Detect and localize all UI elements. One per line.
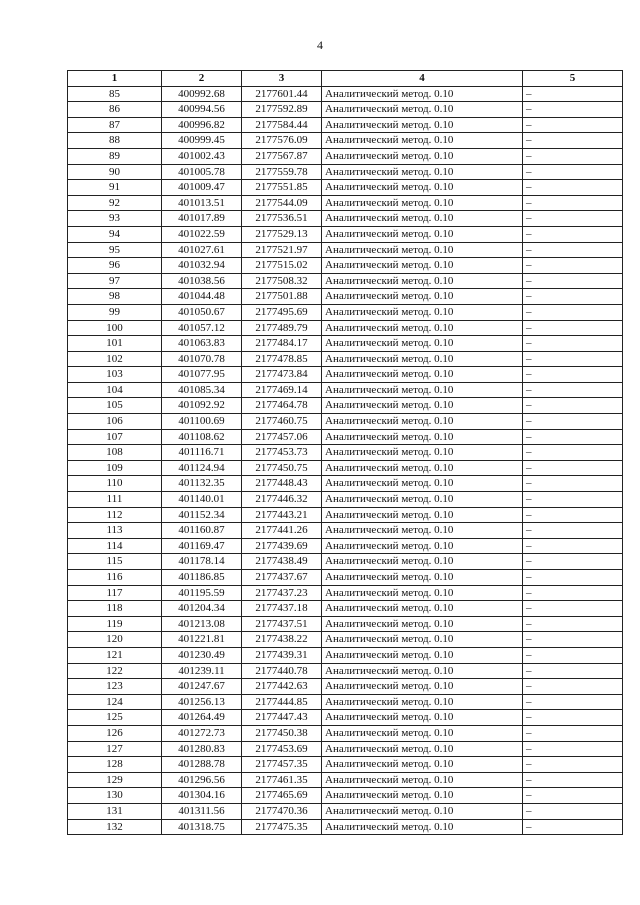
note-cell: – xyxy=(523,632,623,648)
note-cell: – xyxy=(523,679,623,695)
note-cell: – xyxy=(523,242,623,258)
point-number-cell: 102 xyxy=(68,351,162,367)
table-row xyxy=(68,367,623,383)
x-coordinate-cell: 401057.12 xyxy=(162,320,242,336)
table-row xyxy=(68,819,623,835)
method-cell: Аналитический метод. 0.10 xyxy=(322,117,523,133)
coordinates-table xyxy=(67,70,623,835)
method-cell: Аналитический метод. 0.10 xyxy=(322,663,523,679)
note-cell: – xyxy=(523,803,623,819)
y-coordinate-cell: 2177475.35 xyxy=(242,819,322,835)
point-number-cell: 122 xyxy=(68,663,162,679)
table-row xyxy=(68,538,623,554)
method-cell: Аналитический метод. 0.10 xyxy=(322,102,523,118)
method-cell: Аналитический метод. 0.10 xyxy=(322,803,523,819)
method-cell: Аналитический метод. 0.10 xyxy=(322,647,523,663)
x-coordinate-cell: 401050.67 xyxy=(162,304,242,320)
note-cell: – xyxy=(523,382,623,398)
table-row xyxy=(68,133,623,149)
y-coordinate-cell: 2177508.32 xyxy=(242,273,322,289)
point-number-cell: 128 xyxy=(68,757,162,773)
point-number-cell: 87 xyxy=(68,117,162,133)
x-coordinate-cell: 401085.34 xyxy=(162,382,242,398)
method-cell: Аналитический метод. 0.10 xyxy=(322,710,523,726)
point-number-cell: 117 xyxy=(68,585,162,601)
method-cell: Аналитический метод. 0.10 xyxy=(322,148,523,164)
note-cell: – xyxy=(523,164,623,180)
x-coordinate-cell: 401204.34 xyxy=(162,601,242,617)
point-number-cell: 104 xyxy=(68,382,162,398)
x-coordinate-cell: 401009.47 xyxy=(162,180,242,196)
table-row xyxy=(68,445,623,461)
point-number-cell: 86 xyxy=(68,102,162,118)
y-coordinate-cell: 2177448.43 xyxy=(242,476,322,492)
x-coordinate-cell: 401132.35 xyxy=(162,476,242,492)
point-number-cell: 94 xyxy=(68,226,162,242)
method-cell: Аналитический метод. 0.10 xyxy=(322,180,523,196)
y-coordinate-cell: 2177567.87 xyxy=(242,148,322,164)
x-coordinate-cell: 401304.16 xyxy=(162,788,242,804)
y-coordinate-cell: 2177460.75 xyxy=(242,414,322,430)
note-cell: – xyxy=(523,492,623,508)
note-cell: – xyxy=(523,757,623,773)
point-number-cell: 114 xyxy=(68,538,162,554)
x-coordinate-cell: 401017.89 xyxy=(162,211,242,227)
x-coordinate-cell: 401108.62 xyxy=(162,429,242,445)
x-coordinate-cell: 401092.92 xyxy=(162,398,242,414)
point-number-cell: 132 xyxy=(68,819,162,835)
x-coordinate-cell: 401178.14 xyxy=(162,554,242,570)
method-cell: Аналитический метод. 0.10 xyxy=(322,492,523,508)
note-cell: – xyxy=(523,663,623,679)
x-coordinate-cell: 401311.56 xyxy=(162,803,242,819)
y-coordinate-cell: 2177453.69 xyxy=(242,741,322,757)
point-number-cell: 106 xyxy=(68,414,162,430)
x-coordinate-cell: 401213.08 xyxy=(162,616,242,632)
x-coordinate-cell: 401044.48 xyxy=(162,289,242,305)
table-row xyxy=(68,741,623,757)
method-cell: Аналитический метод. 0.10 xyxy=(322,819,523,835)
note-cell: – xyxy=(523,133,623,149)
table-row xyxy=(68,398,623,414)
table-row xyxy=(68,242,623,258)
point-number-cell: 130 xyxy=(68,788,162,804)
table-row xyxy=(68,164,623,180)
table-row xyxy=(68,86,623,102)
y-coordinate-cell: 2177484.17 xyxy=(242,336,322,352)
point-number-cell: 110 xyxy=(68,476,162,492)
method-cell: Аналитический метод. 0.10 xyxy=(322,289,523,305)
point-number-cell: 118 xyxy=(68,601,162,617)
method-cell: Аналитический метод. 0.10 xyxy=(322,414,523,430)
y-coordinate-cell: 2177446.32 xyxy=(242,492,322,508)
y-coordinate-cell: 2177521.97 xyxy=(242,242,322,258)
table-row xyxy=(68,757,623,773)
y-coordinate-cell: 2177469.14 xyxy=(242,382,322,398)
x-coordinate-cell: 400992.68 xyxy=(162,86,242,102)
method-cell: Аналитический метод. 0.10 xyxy=(322,460,523,476)
method-cell: Аналитический метод. 0.10 xyxy=(322,211,523,227)
method-cell: Аналитический метод. 0.10 xyxy=(322,86,523,102)
note-cell: – xyxy=(523,460,623,476)
method-cell: Аналитический метод. 0.10 xyxy=(322,741,523,757)
x-coordinate-cell: 401239.11 xyxy=(162,663,242,679)
note-cell: – xyxy=(523,725,623,741)
y-coordinate-cell: 2177515.02 xyxy=(242,258,322,274)
point-number-cell: 113 xyxy=(68,523,162,539)
x-coordinate-cell: 401296.56 xyxy=(162,772,242,788)
note-cell: – xyxy=(523,117,623,133)
x-coordinate-cell: 401070.78 xyxy=(162,351,242,367)
point-number-cell: 90 xyxy=(68,164,162,180)
method-cell: Аналитический метод. 0.10 xyxy=(322,632,523,648)
note-cell: – xyxy=(523,336,623,352)
y-coordinate-cell: 2177437.23 xyxy=(242,585,322,601)
x-coordinate-cell: 401247.67 xyxy=(162,679,242,695)
column-header: 2 xyxy=(162,71,242,87)
y-coordinate-cell: 2177438.22 xyxy=(242,632,322,648)
point-number-cell: 111 xyxy=(68,492,162,508)
table-row xyxy=(68,258,623,274)
point-number-cell: 85 xyxy=(68,86,162,102)
x-coordinate-cell: 401077.95 xyxy=(162,367,242,383)
method-cell: Аналитический метод. 0.10 xyxy=(322,523,523,539)
note-cell: – xyxy=(523,86,623,102)
method-cell: Аналитический метод. 0.10 xyxy=(322,601,523,617)
point-number-cell: 125 xyxy=(68,710,162,726)
x-coordinate-cell: 401152.34 xyxy=(162,507,242,523)
x-coordinate-cell: 401169.47 xyxy=(162,538,242,554)
note-cell: – xyxy=(523,148,623,164)
table-row xyxy=(68,273,623,289)
x-coordinate-cell: 401038.56 xyxy=(162,273,242,289)
method-cell: Аналитический метод. 0.10 xyxy=(322,476,523,492)
table-row xyxy=(68,289,623,305)
table-row xyxy=(68,476,623,492)
note-cell: – xyxy=(523,570,623,586)
column-header: 5 xyxy=(523,71,623,87)
method-cell: Аналитический метод. 0.10 xyxy=(322,195,523,211)
table-row xyxy=(68,679,623,695)
y-coordinate-cell: 2177551.85 xyxy=(242,180,322,196)
method-cell: Аналитический метод. 0.10 xyxy=(322,367,523,383)
page-number: 4 xyxy=(317,38,323,52)
y-coordinate-cell: 2177437.67 xyxy=(242,570,322,586)
y-coordinate-cell: 2177444.85 xyxy=(242,694,322,710)
table-row xyxy=(68,803,623,819)
point-number-cell: 105 xyxy=(68,398,162,414)
point-number-cell: 89 xyxy=(68,148,162,164)
x-coordinate-cell: 401013.51 xyxy=(162,195,242,211)
method-cell: Аналитический метод. 0.10 xyxy=(322,445,523,461)
point-number-cell: 88 xyxy=(68,133,162,149)
x-coordinate-cell: 401027.61 xyxy=(162,242,242,258)
point-number-cell: 126 xyxy=(68,725,162,741)
table-row xyxy=(68,320,623,336)
table-row xyxy=(68,585,623,601)
note-cell: – xyxy=(523,616,623,632)
note-cell: – xyxy=(523,788,623,804)
table-row xyxy=(68,694,623,710)
method-cell: Аналитический метод. 0.10 xyxy=(322,772,523,788)
x-coordinate-cell: 401272.73 xyxy=(162,725,242,741)
point-number-cell: 95 xyxy=(68,242,162,258)
y-coordinate-cell: 2177584.44 xyxy=(242,117,322,133)
table-row xyxy=(68,710,623,726)
y-coordinate-cell: 2177478.85 xyxy=(242,351,322,367)
x-coordinate-cell: 401318.75 xyxy=(162,819,242,835)
table-row xyxy=(68,382,623,398)
x-coordinate-cell: 401005.78 xyxy=(162,164,242,180)
x-coordinate-cell: 401288.78 xyxy=(162,757,242,773)
y-coordinate-cell: 2177450.75 xyxy=(242,460,322,476)
point-number-cell: 99 xyxy=(68,304,162,320)
x-coordinate-cell: 401256.13 xyxy=(162,694,242,710)
note-cell: – xyxy=(523,694,623,710)
method-cell: Аналитический метод. 0.10 xyxy=(322,616,523,632)
table-row xyxy=(68,195,623,211)
table-row xyxy=(68,647,623,663)
y-coordinate-cell: 2177501.88 xyxy=(242,289,322,305)
y-coordinate-cell: 2177439.69 xyxy=(242,538,322,554)
method-cell: Аналитический метод. 0.10 xyxy=(322,320,523,336)
method-cell: Аналитический метод. 0.10 xyxy=(322,398,523,414)
method-cell: Аналитический метод. 0.10 xyxy=(322,273,523,289)
table-row xyxy=(68,632,623,648)
y-coordinate-cell: 2177438.49 xyxy=(242,554,322,570)
method-cell: Аналитический метод. 0.10 xyxy=(322,679,523,695)
table-row xyxy=(68,788,623,804)
note-cell: – xyxy=(523,102,623,118)
table-row xyxy=(68,570,623,586)
x-coordinate-cell: 401124.94 xyxy=(162,460,242,476)
point-number-cell: 116 xyxy=(68,570,162,586)
x-coordinate-cell: 401002.43 xyxy=(162,148,242,164)
table-row xyxy=(68,772,623,788)
y-coordinate-cell: 2177470.36 xyxy=(242,803,322,819)
table-row xyxy=(68,211,623,227)
method-cell: Аналитический метод. 0.10 xyxy=(322,336,523,352)
point-number-cell: 108 xyxy=(68,445,162,461)
point-number-cell: 91 xyxy=(68,180,162,196)
table-row xyxy=(68,507,623,523)
note-cell: – xyxy=(523,772,623,788)
note-cell: – xyxy=(523,741,623,757)
y-coordinate-cell: 2177495.69 xyxy=(242,304,322,320)
point-number-cell: 93 xyxy=(68,211,162,227)
note-cell: – xyxy=(523,647,623,663)
x-coordinate-cell: 401230.49 xyxy=(162,647,242,663)
table-row xyxy=(68,148,623,164)
note-cell: – xyxy=(523,476,623,492)
column-header: 4 xyxy=(322,71,523,87)
x-coordinate-cell: 401186.85 xyxy=(162,570,242,586)
x-coordinate-cell: 401280.83 xyxy=(162,741,242,757)
point-number-cell: 100 xyxy=(68,320,162,336)
point-number-cell: 109 xyxy=(68,460,162,476)
table-row xyxy=(68,336,623,352)
y-coordinate-cell: 2177437.51 xyxy=(242,616,322,632)
y-coordinate-cell: 2177457.06 xyxy=(242,429,322,445)
table-row xyxy=(68,492,623,508)
table-row xyxy=(68,226,623,242)
method-cell: Аналитический метод. 0.10 xyxy=(322,585,523,601)
y-coordinate-cell: 2177453.73 xyxy=(242,445,322,461)
y-coordinate-cell: 2177601.44 xyxy=(242,86,322,102)
y-coordinate-cell: 2177439.31 xyxy=(242,647,322,663)
note-cell: – xyxy=(523,445,623,461)
table-row xyxy=(68,429,623,445)
y-coordinate-cell: 2177461.35 xyxy=(242,772,322,788)
y-coordinate-cell: 2177447.43 xyxy=(242,710,322,726)
table-row xyxy=(68,601,623,617)
x-coordinate-cell: 401063.83 xyxy=(162,336,242,352)
column-header: 3 xyxy=(242,71,322,87)
method-cell: Аналитический метод. 0.10 xyxy=(322,382,523,398)
note-cell: – xyxy=(523,367,623,383)
note-cell: – xyxy=(523,523,623,539)
y-coordinate-cell: 2177465.69 xyxy=(242,788,322,804)
method-cell: Аналитический метод. 0.10 xyxy=(322,164,523,180)
note-cell: – xyxy=(523,226,623,242)
y-coordinate-cell: 2177442.63 xyxy=(242,679,322,695)
method-cell: Аналитический метод. 0.10 xyxy=(322,351,523,367)
method-cell: Аналитический метод. 0.10 xyxy=(322,429,523,445)
y-coordinate-cell: 2177473.84 xyxy=(242,367,322,383)
y-coordinate-cell: 2177437.18 xyxy=(242,601,322,617)
method-cell: Аналитический метод. 0.10 xyxy=(322,242,523,258)
y-coordinate-cell: 2177576.09 xyxy=(242,133,322,149)
method-cell: Аналитический метод. 0.10 xyxy=(322,570,523,586)
table-row xyxy=(68,304,623,320)
note-cell: – xyxy=(523,304,623,320)
table-row xyxy=(68,102,623,118)
point-number-cell: 115 xyxy=(68,554,162,570)
x-coordinate-cell: 401100.69 xyxy=(162,414,242,430)
note-cell: – xyxy=(523,601,623,617)
table-row xyxy=(68,554,623,570)
note-cell: – xyxy=(523,258,623,274)
table-row xyxy=(68,460,623,476)
note-cell: – xyxy=(523,585,623,601)
x-coordinate-cell: 400999.45 xyxy=(162,133,242,149)
point-number-cell: 129 xyxy=(68,772,162,788)
method-cell: Аналитический метод. 0.10 xyxy=(322,507,523,523)
point-number-cell: 112 xyxy=(68,507,162,523)
x-coordinate-cell: 401160.87 xyxy=(162,523,242,539)
y-coordinate-cell: 2177536.51 xyxy=(242,211,322,227)
method-cell: Аналитический метод. 0.10 xyxy=(322,757,523,773)
note-cell: – xyxy=(523,414,623,430)
note-cell: – xyxy=(523,538,623,554)
y-coordinate-cell: 2177441.26 xyxy=(242,523,322,539)
table-row xyxy=(68,117,623,133)
x-coordinate-cell: 401195.59 xyxy=(162,585,242,601)
note-cell: – xyxy=(523,710,623,726)
note-cell: – xyxy=(523,211,623,227)
point-number-cell: 96 xyxy=(68,258,162,274)
y-coordinate-cell: 2177443.21 xyxy=(242,507,322,523)
table-row xyxy=(68,523,623,539)
note-cell: – xyxy=(523,554,623,570)
method-cell: Аналитический метод. 0.10 xyxy=(322,694,523,710)
point-number-cell: 119 xyxy=(68,616,162,632)
method-cell: Аналитический метод. 0.10 xyxy=(322,304,523,320)
y-coordinate-cell: 2177529.13 xyxy=(242,226,322,242)
y-coordinate-cell: 2177464.78 xyxy=(242,398,322,414)
note-cell: – xyxy=(523,351,623,367)
y-coordinate-cell: 2177489.79 xyxy=(242,320,322,336)
table-row xyxy=(68,414,623,430)
method-cell: Аналитический метод. 0.10 xyxy=(322,725,523,741)
y-coordinate-cell: 2177544.09 xyxy=(242,195,322,211)
note-cell: – xyxy=(523,398,623,414)
note-cell: – xyxy=(523,819,623,835)
method-cell: Аналитический метод. 0.10 xyxy=(322,258,523,274)
table-row xyxy=(68,616,623,632)
point-number-cell: 92 xyxy=(68,195,162,211)
table-header-row xyxy=(68,71,623,87)
y-coordinate-cell: 2177592.89 xyxy=(242,102,322,118)
x-coordinate-cell: 401221.81 xyxy=(162,632,242,648)
method-cell: Аналитический метод. 0.10 xyxy=(322,538,523,554)
point-number-cell: 124 xyxy=(68,694,162,710)
table-body xyxy=(68,86,623,835)
y-coordinate-cell: 2177450.38 xyxy=(242,725,322,741)
y-coordinate-cell: 2177559.78 xyxy=(242,164,322,180)
point-number-cell: 121 xyxy=(68,647,162,663)
x-coordinate-cell: 401116.71 xyxy=(162,445,242,461)
y-coordinate-cell: 2177440.78 xyxy=(242,663,322,679)
method-cell: Аналитический метод. 0.10 xyxy=(322,788,523,804)
note-cell: – xyxy=(523,273,623,289)
note-cell: – xyxy=(523,195,623,211)
point-number-cell: 98 xyxy=(68,289,162,305)
table-row xyxy=(68,725,623,741)
point-number-cell: 127 xyxy=(68,741,162,757)
note-cell: – xyxy=(523,320,623,336)
column-header: 1 xyxy=(68,71,162,87)
x-coordinate-cell: 400996.82 xyxy=(162,117,242,133)
x-coordinate-cell: 401140.01 xyxy=(162,492,242,508)
table-row xyxy=(68,180,623,196)
x-coordinate-cell: 401264.49 xyxy=(162,710,242,726)
y-coordinate-cell: 2177457.35 xyxy=(242,757,322,773)
note-cell: – xyxy=(523,180,623,196)
table-row xyxy=(68,663,623,679)
note-cell: – xyxy=(523,507,623,523)
x-coordinate-cell: 401032.94 xyxy=(162,258,242,274)
point-number-cell: 101 xyxy=(68,336,162,352)
method-cell: Аналитический метод. 0.10 xyxy=(322,133,523,149)
point-number-cell: 103 xyxy=(68,367,162,383)
table-row xyxy=(68,351,623,367)
note-cell: – xyxy=(523,289,623,305)
x-coordinate-cell: 400994.56 xyxy=(162,102,242,118)
point-number-cell: 123 xyxy=(68,679,162,695)
method-cell: Аналитический метод. 0.10 xyxy=(322,226,523,242)
point-number-cell: 97 xyxy=(68,273,162,289)
point-number-cell: 120 xyxy=(68,632,162,648)
point-number-cell: 131 xyxy=(68,803,162,819)
note-cell: – xyxy=(523,429,623,445)
x-coordinate-cell: 401022.59 xyxy=(162,226,242,242)
method-cell: Аналитический метод. 0.10 xyxy=(322,554,523,570)
point-number-cell: 107 xyxy=(68,429,162,445)
